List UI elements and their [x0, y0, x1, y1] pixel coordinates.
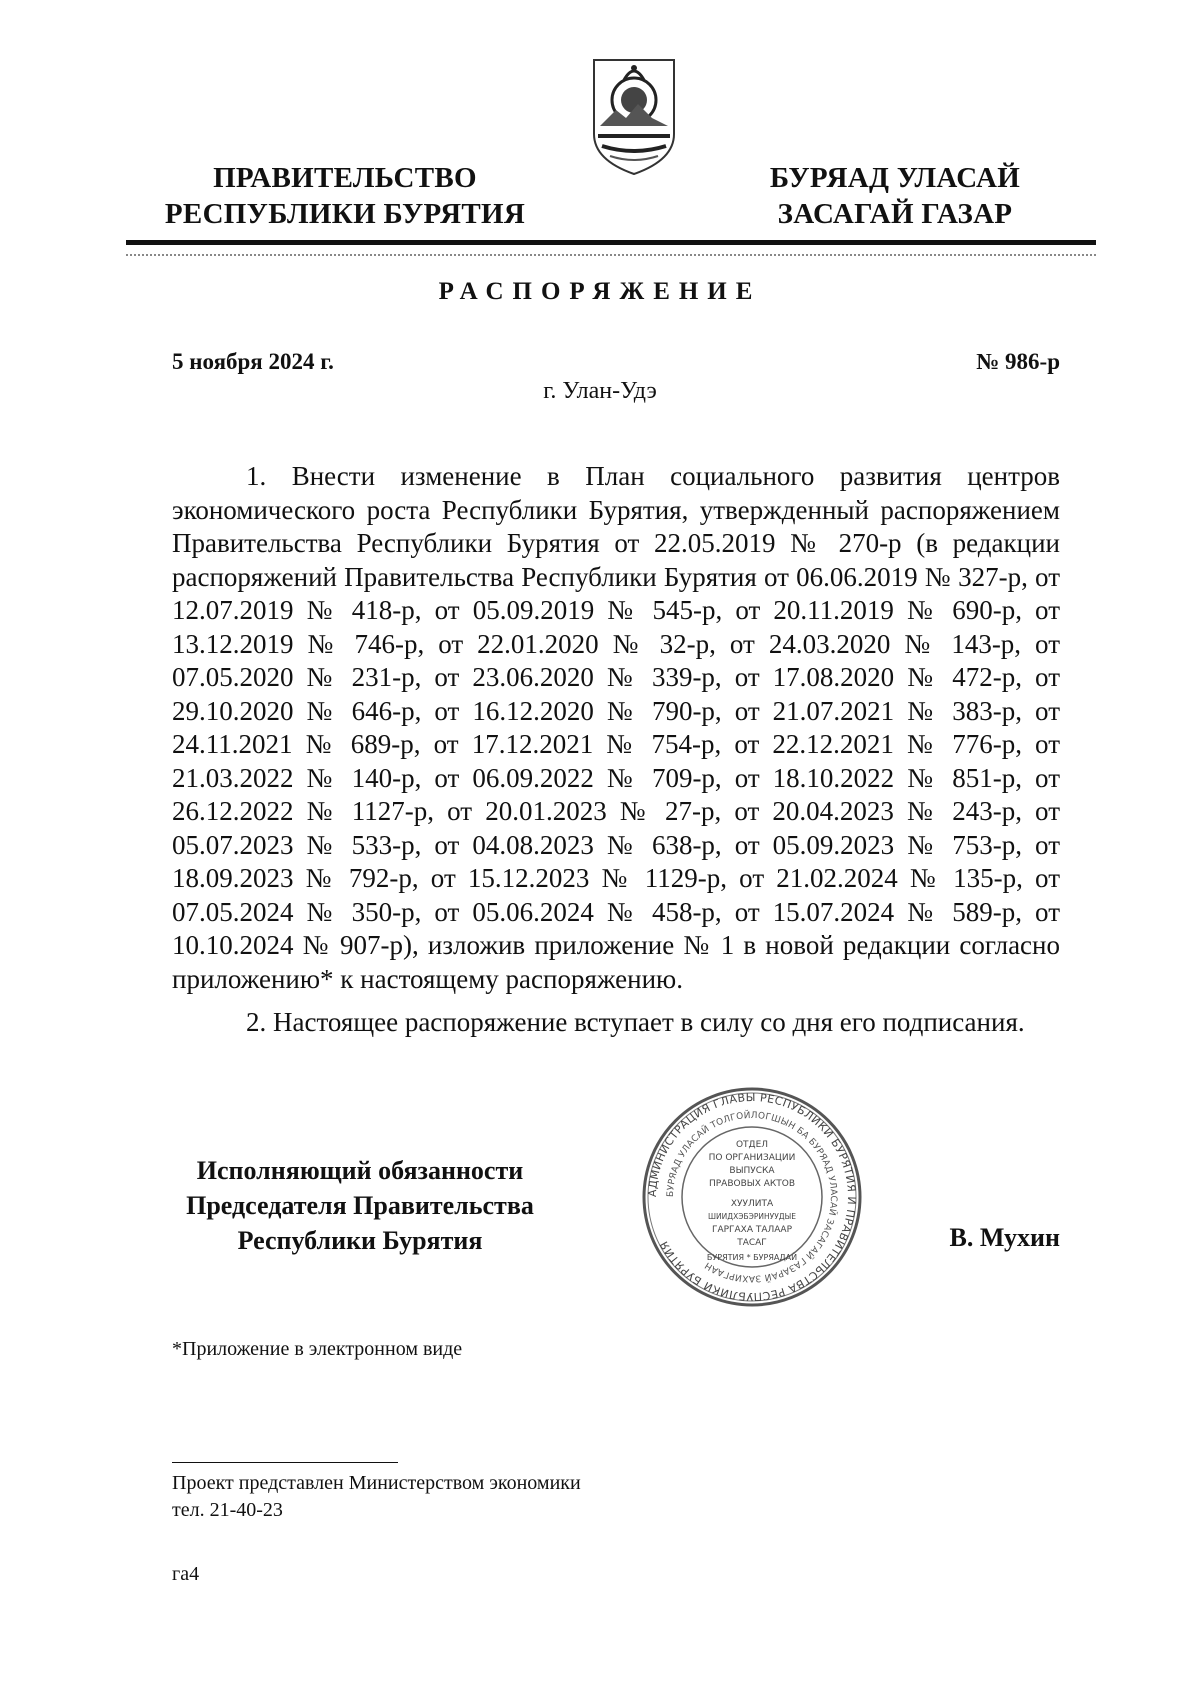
document-date: 5 ноября 2024 г. [172, 349, 334, 374]
appendix-note: *Приложение в электронном виде [172, 1338, 463, 1360]
seal-inner-text: БУРЯАД УЛАСАЙ ТОЛГОЙЛОГШЫН БА БУРЯАД УЛАСАЙ ЗАСАГАЙ ГАЗАРАЙ ЗАХИРГААН [665, 1110, 839, 1284]
header-right [745, 160, 1045, 232]
signer-title-line3: Республики Бурятия [237, 1226, 483, 1255]
signer-title [150, 1153, 570, 1258]
footnote [172, 1470, 581, 1524]
header-right-line1: БУРЯАД УЛАСАЙ [769, 162, 1021, 194]
header-divider-thick [126, 240, 1096, 245]
seal-center-line: ОТДЕЛ [735, 1140, 769, 1150]
body-paragraph-1: 1. Внести изменение в План социального развития центров экономического роста Республики Бурятия, утвержденный распоряжением Правительства Республики Бурятия от 22.05.2019 № 270-р (в редакции распоряжений Правительства Республики Бурятия от 06.06.2019 № 327-р, от 12.07.2019 № 418-р, от 05.09.2019 № 545-р, от 20.11.2019 № 690-р, от 13.12.2019 № 746-р, от 22.01.2020 № 32-р, от 24.03.2020 № 143-р, от 07.05.2020 № 231-р, от 23.06.2020 № 339-р, от 17.08.2020 № 472-р, от 29.10.2020 № 646-р, от 16.12.2020 № 790-р, от 21.07.2021 № 383-р, от 24.11.2021 № 689-р, от 17.12.2021 № 754-р, от 22.12.2021 № 776-р, от 21.03.2022 № 140-р, от 06.09.2022 № 709-р, от 18.10.2022 № 851-р, от 26.12.2022 № 1127-р, от 20.01.2023 № 27-р, от 20.04.2023 № 243-р, от 05.07.2023 № 533-р, от 04.08.2023 № 638-р, от 05.09.2023 № 753-р, от 18.09.2023 № 792-р, от 15.12.2023 № 1129-р, от 21.02.2024 № 135-р, от 07.05.2024 № 350-р, от 05.06.2024 № 458-р, от 15.07.2024 № 589-р, от 10.10.2024 № 907-р), изложив приложение № 1 в новой редакции согласно приложению* к настоящему распоряжению. [172, 461, 1060, 994]
document-city: г. Улан-Удэ [543, 378, 657, 404]
document-title: РАСПОРЯЖЕНИЕ [438, 278, 762, 305]
seal-center-line: ПО ОРГАНИЗАЦИИ [708, 1153, 796, 1163]
seal-center-line: ВЫПУСКА [729, 1166, 775, 1176]
seal-outer-text: АДМИНИСТРАЦИЯ ГЛАВЫ РЕСПУБЛИКИ БУРЯТИЯ И ПРАВИТЕЛЬСТВА РЕСПУБЛИКИ БУРЯТИЯ [645, 1090, 859, 1304]
header-left-line1: ПРАВИТЕЛЬСТВО [213, 162, 477, 194]
seal-center-line: ТАСАГ [737, 1238, 767, 1248]
svg-text:АДМИНИСТРАЦИЯ ГЛАВЫ РЕСПУБЛИКИ [646, 1091, 858, 1303]
seal-center-line: ХУУЛИТА [730, 1199, 774, 1209]
seal-center-line: ШИИДХЭБЭРИНУУДЫЕ [708, 1212, 796, 1221]
body-paragraph-2: 2. Настоящее распоряжение вступает в силу со дня его подписания. [246, 1007, 1025, 1037]
signer-name: В. Мухин [949, 1223, 1060, 1252]
signer-title-line2: Председателя Правительства [186, 1191, 534, 1220]
seal-center-line: ГАРГАХА ТАЛААР [711, 1225, 793, 1235]
contact-phone: тел. 21-40-23 [172, 1499, 283, 1521]
seal-bottom-text: БУРЯТИЯ * БУРЯАДАЙ [706, 1253, 798, 1262]
signer-title-line1: Исполняющий обязанности [196, 1156, 524, 1185]
official-seal [640, 1085, 864, 1309]
coat-of-arms-icon [588, 56, 680, 178]
header-divider-thin [126, 254, 1096, 256]
prepared-by: Проект представлен Министерством экономики [172, 1472, 581, 1494]
header-right-line2: ЗАСАГАЙ ГАЗАР [777, 198, 1013, 230]
document-code: га4 [172, 1563, 200, 1585]
header-left-line2: РЕСПУБЛИКИ БУРЯТИЯ [164, 198, 526, 230]
seal-center-line: ПРАВОВЫХ АКТОВ [708, 1179, 796, 1189]
header-left [130, 160, 560, 232]
footnote-divider [172, 1462, 398, 1463]
document-number: № 986-р [976, 349, 1060, 374]
